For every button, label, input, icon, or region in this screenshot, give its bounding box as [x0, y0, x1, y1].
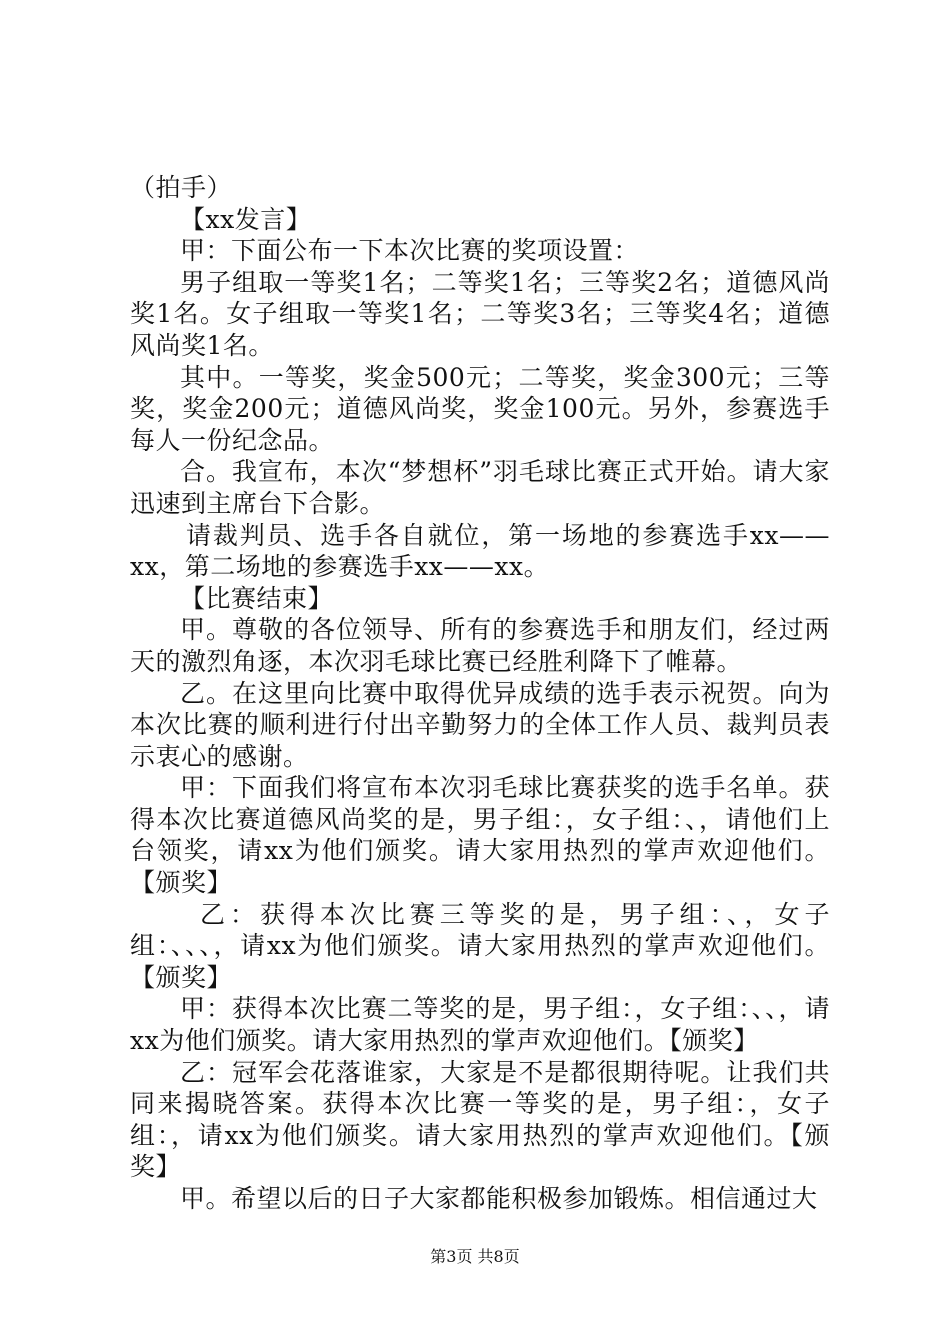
page-footer — [0, 1247, 950, 1267]
paragraph-8: 【比赛结束】 — [180, 583, 334, 613]
paragraph-14: 乙：冠军会花落谁家，大家是不是都很期待呢。让我们共同来揭晓答案。获得本次比赛一等奖的是，男子组：，女子组：，请xx为他们颁奖。请大家用热烈的掌声欢迎他们。【颁奖】 — [130, 1057, 830, 1182]
paragraph-5: 其中。一等奖，奖金500元；二等奖，奖金300元；三等奖，奖金200元；道德风尚奖，奖金100元。另外，参赛选手每人一份纪念品。 — [130, 362, 830, 455]
paragraph-15: 甲。希望以后的日子大家都能积极参加锻炼。相信通过大 — [180, 1184, 818, 1213]
paragraph-4: 男子组取一等奖1名；二等奖1名；三等奖2名；道德风尚奖1名。女子组取一等奖1名；二等奖3名；三等奖4名；道德风尚奖1名。 — [130, 267, 830, 360]
paragraph-7: 请裁判员、选手各自就位，第一场地的参赛选手xx——xx，第二场地的参赛选手xx——xx。 — [130, 520, 830, 582]
paragraph-11: 甲：下面我们将宣布本次羽毛球比赛获奖的选手名单。获得本次比赛道德风尚奖的是，男子组：，女子组：、，请他们上台领奖，请xx为他们颁奖。请大家用热烈的掌声欢迎他们。【颁奖】 — [130, 773, 830, 898]
paragraph-6: 合。我宣布，本次“梦想杯”羽毛球比赛正式开始。请大家迅速到主席台下合影。 — [130, 457, 830, 518]
paragraph-1: （拍手） — [130, 173, 233, 202]
paragraph-12: 乙：获得本次比赛三等奖的是，男子组：、，女子组：、、、，请xx为他们颁奖。请大家用热烈的掌声欢迎他们。【颁奖】 — [130, 899, 830, 992]
paragraph-13: 甲：获得本次比赛二等奖的是，男子组：，女子组：、、，请xx为他们颁奖。请大家用热烈的掌声欢迎他们。【颁奖】 — [130, 994, 830, 1056]
document-body — [130, 172, 830, 1215]
paragraph-2: 【xx发言】 — [180, 204, 312, 234]
paragraph-3: 甲：下面公布一下本次比赛的奖项设置： — [180, 236, 640, 266]
paragraph-10: 乙。在这里向比赛中取得优异成绩的选手表示祝贺。向为本次比赛的顺利进行付出辛勤努力的全体工作人员、裁判员表示衷心的感谢。 — [130, 678, 830, 771]
page-indicator: 第3页 共8页 — [430, 1247, 520, 1266]
paragraph-9: 甲。尊敬的各位领导、所有的参赛选手和朋友们，经过两天的激烈角逐，本次羽毛球比赛已经胜利降下了帷幕。 — [130, 615, 830, 676]
